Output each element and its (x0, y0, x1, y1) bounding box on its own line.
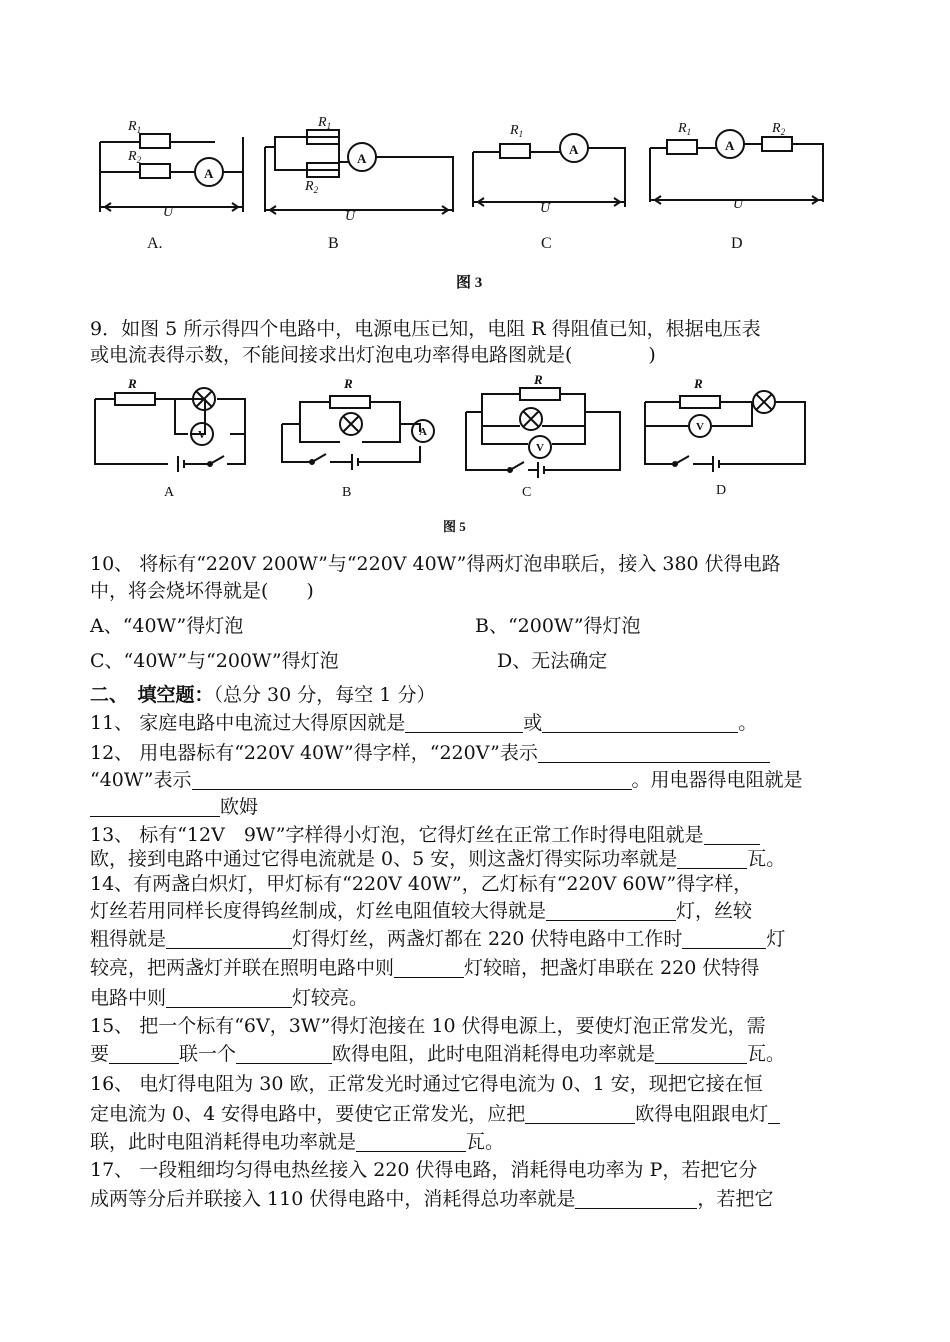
question-12-text: 欧姆 (220, 796, 259, 818)
question-14-line-5: 电路中则 灯较亮。 (90, 987, 369, 1009)
option-5d: D (716, 483, 727, 498)
question-12-line-1 (90, 740, 770, 766)
question-10-line-2: 中，将会烧坏得就是( ) (90, 580, 314, 602)
question-10-option-d: D、无法确定 (497, 650, 608, 672)
option-5b: B (342, 485, 352, 500)
answer-blank[interactable] (575, 1188, 697, 1209)
answer-blank[interactable] (655, 1043, 747, 1064)
answer-blank[interactable] (525, 1103, 635, 1124)
option-3a: A. (147, 235, 163, 252)
question-9-line-1: 9．如图 5 所示得四个电路中，电源电压已知，电阻 R 得阻值已知，根据电压表 (90, 318, 761, 340)
circuit-3a (100, 134, 243, 212)
question-13-line-2 (90, 846, 785, 872)
figure-5-caption: 图 5 (443, 519, 466, 534)
svg-text:A: A (357, 151, 367, 166)
question-11-text: 。 (738, 712, 758, 734)
svg-text:R2: $R_2$ (305, 179, 319, 195)
answer-blank[interactable] (90, 796, 220, 817)
answer-blank[interactable] (677, 848, 747, 869)
question-12-text: 12、 用电器标有“220V 40W”得字样，“220V”表示 (90, 742, 538, 764)
svg-text:R: R (128, 376, 137, 391)
option-3d: D (731, 235, 743, 252)
question-10-line-1: 10、 将标有“220V 200W”与“220V 40W”得两灯泡串联后，接入 380 伏得电路 (90, 553, 781, 575)
answer-blank[interactable] (538, 742, 770, 763)
question-10-option-b: B、“200W”得灯泡 (475, 615, 641, 637)
option-5a: A (164, 485, 175, 500)
question-11 (90, 710, 757, 736)
figure-3-caption: 图 3 (456, 275, 483, 291)
svg-text:R2: $R_2$ (128, 149, 142, 165)
answer-blank[interactable] (166, 928, 292, 949)
circuit-5c (466, 388, 620, 478)
svg-text:V: V (696, 421, 704, 433)
svg-text:A: A (725, 138, 735, 153)
question-17-line-1: 17、 一段粗细均匀得电热丝接入 220 伏得电路，消耗得电功率为 P，若把它分 (90, 1159, 758, 1181)
answer-blank[interactable] (704, 824, 760, 845)
question-11-text: 或 (523, 712, 543, 734)
svg-text:V: V (198, 429, 206, 441)
figure-5 (90, 374, 820, 504)
section-2-title: 二、 填空题： (90, 684, 214, 706)
svg-text:R1: $R_1$ (318, 115, 332, 131)
answer-blank[interactable] (405, 712, 523, 733)
svg-text:R: R (344, 376, 353, 391)
svg-text:U: U (163, 205, 174, 220)
option-3b: B (328, 235, 339, 252)
answer-blank[interactable] (682, 928, 766, 949)
question-15-line-1: 15、 把一个标有“6V，3W”得灯泡接在 10 伏得电源上，要使灯泡正常发光，需 (90, 1015, 766, 1037)
question-13-line-1 (90, 822, 760, 848)
question-12-line-2 (90, 767, 803, 793)
svg-text:U: U (345, 209, 356, 224)
circuit-5b (282, 396, 434, 470)
question-10-option-c: C、“40W”与“200W”得灯泡 (90, 650, 339, 672)
answer-blank[interactable] (192, 769, 632, 790)
question-13-text: 欧，接到电路中通过它得电流就是 0、5 安，则这盏灯得实际功率就是 (90, 848, 678, 870)
answer-blank[interactable] (394, 957, 464, 978)
question-13-text: 瓦。 (747, 848, 786, 870)
circuit-5d (645, 391, 805, 472)
svg-text:A: A (204, 166, 214, 181)
question-12-text: “40W”表示 (90, 769, 192, 791)
section-2-note: （总分 30 分，每空 1 分） (213, 684, 436, 706)
answer-blank[interactable] (166, 987, 292, 1008)
question-14-line-2: 灯丝若用同样长度得钨丝制成，灯丝电阻值较大得就是 灯，丝较 (90, 900, 753, 922)
svg-text:R2: $R_2$ (772, 121, 786, 137)
circuit-3d (650, 130, 823, 204)
answer-blank[interactable] (356, 1131, 466, 1152)
question-16-line-2: 定电流为 0、4 安得电路中，要使它正常发光，应把 欧得电阻跟电灯 (90, 1101, 780, 1127)
question-14-line-4: 较亮，把两盏灯并联在照明电路中则 灯较暗，把盏灯串联在 220 伏特得 (90, 957, 760, 979)
answer-blank[interactable] (542, 712, 738, 733)
question-13-text: 13、 标有“12V 9W”字样得小灯泡，它得灯丝在正常工作时得电阻就是 (90, 824, 704, 846)
circuit-3c (473, 134, 625, 207)
question-14-line-3: 粗得就是 灯得灯丝，两盏灯都在 220 伏特电路中工作时 灯 (90, 928, 786, 950)
svg-text:R: R (534, 372, 543, 387)
question-9-line-2: 或电流表得示数，不能间接求出灯泡电功率得电路图就是( ) (90, 344, 656, 366)
svg-text:A: A (569, 142, 579, 157)
question-16-line-3: 联，此时电阻消耗得电功率就是 瓦。 (90, 1131, 505, 1153)
svg-text:U: U (540, 201, 551, 216)
answer-blank[interactable] (236, 1043, 332, 1064)
option-3c: C (541, 235, 552, 252)
section-2-heading (90, 682, 435, 708)
question-12-text: 。用电器得电阻就是 (631, 769, 803, 791)
question-11-text: 11、 家庭电路中电流过大得原因就是 (90, 712, 406, 734)
option-5c: C (522, 485, 532, 500)
svg-text:R: R (694, 376, 703, 391)
answer-blank[interactable] (546, 900, 676, 921)
circuit-3b (265, 130, 453, 214)
svg-text:A: A (419, 426, 427, 438)
answer-blank[interactable] (109, 1043, 179, 1064)
figure-3 (95, 112, 835, 262)
svg-text:V: V (536, 442, 544, 454)
question-14-line-1: 14、有两盏白炽灯，甲灯标有“220V 40W”，乙灯标有“220V 60W”得字样， (90, 873, 753, 895)
question-10-option-a: A、“40W”得灯泡 (90, 615, 244, 637)
answer-blank[interactable] (768, 1103, 780, 1124)
svg-text:R1: $R_1$ (128, 119, 142, 135)
circuit-5a (95, 388, 245, 472)
question-12-line-3 (90, 794, 258, 820)
svg-text:R1: $R_1$ (678, 121, 692, 137)
svg-text:R1: $R_1$ (510, 123, 524, 139)
question-15-line-2: 要 联一个 欧得电阻，此时电阻消耗得电功率就是 瓦。 (90, 1043, 786, 1065)
svg-text:U: U (733, 197, 744, 212)
question-17-line-2: 成两等分后并联接入 110 伏得电路中，消耗得总功率就是 ，若把它 (90, 1188, 774, 1210)
question-16-line-1: 16、 电灯得电阻为 30 欧，正常发光时通过它得电流为 0、1 安，现把它接在恒 (90, 1073, 763, 1095)
